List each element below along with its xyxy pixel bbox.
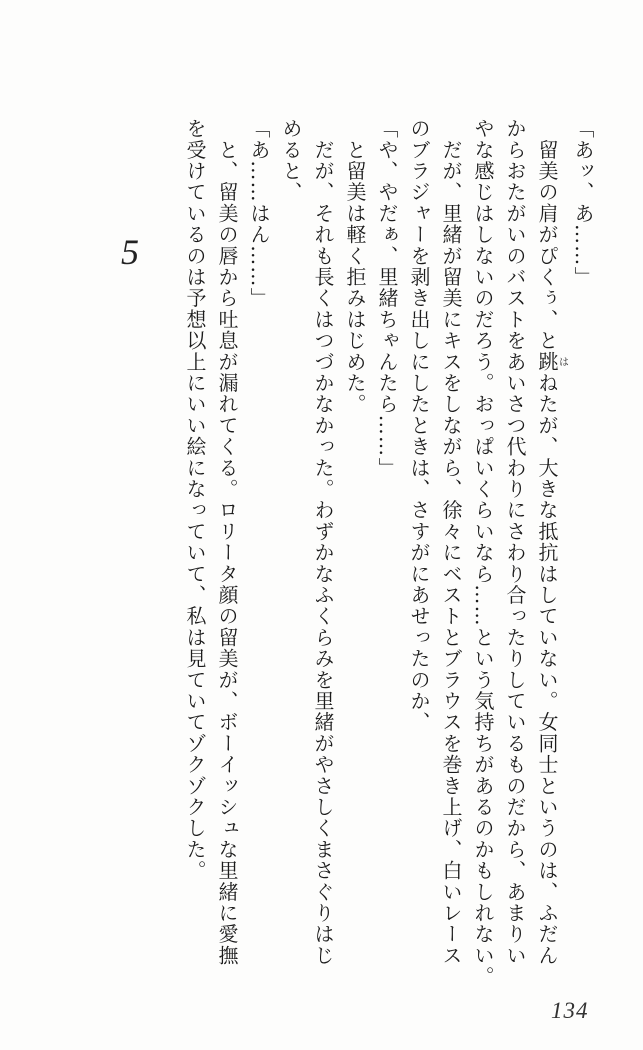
text-column: めると、: [279, 118, 303, 203]
text-column: からおたがいのバストをあいさつ代わりにさわり合ったりしているものだから、あまりい: [503, 118, 527, 966]
furigana-reading: は: [556, 351, 568, 373]
text-column: やな感じはしないのだろう。おっぱいくらいなら……という気持ちがあるのかもしれない。: [471, 118, 495, 988]
furigana: [535, 351, 568, 373]
text-column: 「あッ、あ……」: [571, 118, 595, 288]
text-column: [531, 118, 567, 1003]
page-number: 134: [551, 998, 589, 1023]
column-text-post: ねたが、大きな抵抗はしていない。女同士というのは、ふだん: [535, 372, 559, 967]
vertical-text-block: [179, 118, 599, 1003]
column-text-pre: 留美の肩がぴくぅ、と: [535, 118, 559, 352]
text-column: と、留美の唇から吐息が漏れてくる。ロリータ顔の留美が、ボーイッシュな里緒に愛撫: [215, 118, 239, 966]
text-column: だが、里緒が留美にキスをしながら、徐々にベストとブラウスを巻き上げ、白いレース: [439, 118, 463, 966]
text-column: だが、それも長くはつづかなかった。わずかなふくらみを里緒がやさしくまさぐりはじ: [311, 118, 335, 966]
chapter-number: 5: [121, 232, 139, 272]
text-column: を受けているのは予想以上にいい絵になっていて、私は見ていてゾクゾクした。: [183, 118, 207, 882]
text-column: のブラジャーを剥き出しにしたときは、さすがにあせったのか、: [407, 118, 431, 733]
text-column: と留美は軽く拒みはじめた。: [343, 118, 367, 415]
furigana-base: 跳: [535, 351, 559, 373]
text-column: 「や、やだぁ、里緒ちゃんたら……」: [375, 118, 399, 479]
text-column: 「あ……はん……」: [247, 118, 271, 309]
